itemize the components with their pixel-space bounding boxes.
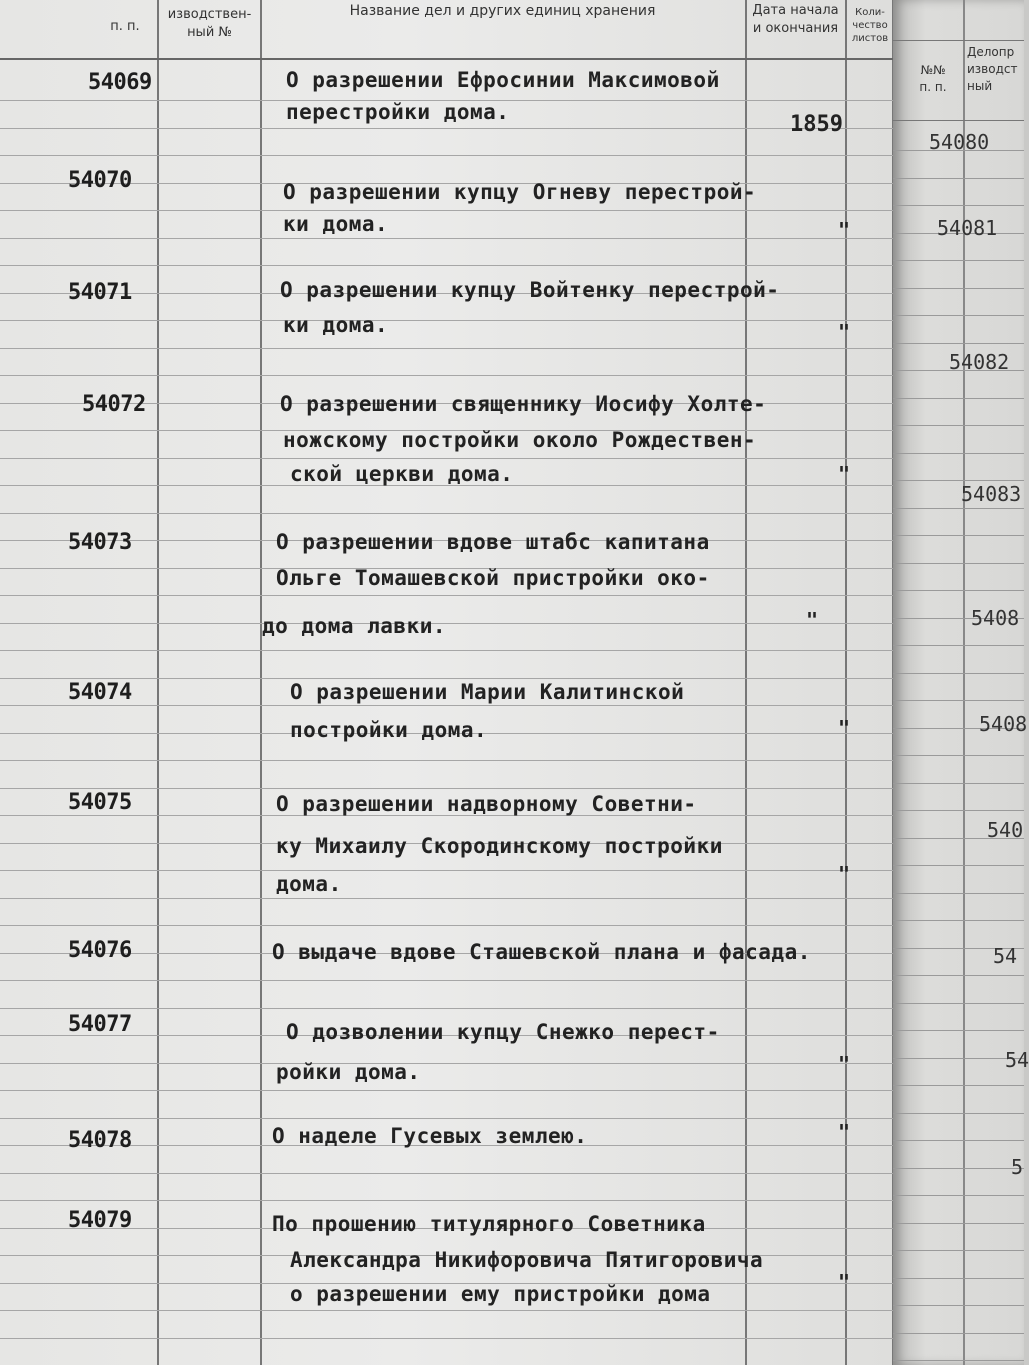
entry-title-line: ройки дома. <box>276 1060 421 1084</box>
ruled-line <box>0 513 895 514</box>
column-divider <box>260 0 262 1365</box>
ditto-mark: " <box>838 218 851 242</box>
facing-ruled-line <box>893 563 1024 564</box>
ditto-mark: " <box>838 1120 851 1144</box>
ruled-line <box>0 458 895 459</box>
facing-ruled-line <box>893 1195 1024 1196</box>
entry-title-line: ку Михаилу Скородинскому постройки <box>276 834 723 858</box>
header-divider <box>0 58 895 60</box>
entry-title-line: постройки дома. <box>290 718 488 742</box>
facing-ruled-line <box>893 1250 1024 1251</box>
ditto-mark: " <box>838 462 851 486</box>
facing-entry-number: 54 <box>993 944 1018 968</box>
entry-title-line: О разрешении купцу Огневу перестрой- <box>283 180 757 204</box>
facing-ruled-line <box>893 1168 1024 1169</box>
facing-ruled-line <box>893 398 1024 399</box>
facing-ruled-line <box>893 783 1024 784</box>
entry-title-line: Ольге Томашевской пристройки око- <box>276 566 710 590</box>
ruled-line <box>0 1338 895 1339</box>
ruled-line <box>0 1200 895 1201</box>
ruled-line <box>0 898 895 899</box>
facing-ruled-line <box>893 1085 1024 1086</box>
entry-title-line: ки дома. <box>283 212 389 236</box>
entry-number: 54078 <box>68 1128 132 1153</box>
header-office-number: изводствен- ный № <box>167 7 252 40</box>
facing-ruled-line <box>893 920 1024 921</box>
header-sheet-count: Коли- чество листов <box>851 7 889 44</box>
entry-title-line: О разрешении Ефросинии Максимовой <box>286 68 720 92</box>
entry-title-line: О выдаче вдове Сташевской плана и фасада. <box>272 940 811 964</box>
facing-ruled-line <box>893 893 1024 894</box>
facing-header-bottom <box>893 120 1024 121</box>
entry-number: 54072 <box>82 392 146 417</box>
ruled-line <box>0 1090 895 1091</box>
header-title: Название дел и других единиц хранения <box>349 3 656 19</box>
facing-ruled-line <box>893 315 1024 316</box>
facing-entry-number: 5408 <box>971 606 1020 630</box>
ruled-line <box>0 760 895 761</box>
ditto-mark: " <box>838 1052 851 1076</box>
column-divider <box>845 0 847 1365</box>
facing-ruled-line <box>893 205 1024 206</box>
facing-ruled-line <box>893 645 1024 646</box>
column-divider <box>745 0 747 1365</box>
entry-title-line: перестройки дома. <box>286 100 510 124</box>
ditto-mark: " <box>838 862 851 886</box>
facing-ruled-line <box>893 673 1024 674</box>
facing-entry-number: 54 <box>1005 1048 1029 1072</box>
facing-ruled-line <box>893 288 1024 289</box>
facing-ruled-line <box>893 590 1024 591</box>
entry-number: 54070 <box>68 168 132 193</box>
entry-number: 54079 <box>68 1208 132 1233</box>
facing-ruled-line <box>893 453 1024 454</box>
entry-title-line: По прошению титулярного Советника <box>272 1212 706 1236</box>
facing-ruled-line <box>893 343 1024 344</box>
facing-ruled-line <box>893 480 1024 481</box>
entry-number: 54077 <box>68 1012 132 1037</box>
ruled-line <box>0 925 895 926</box>
facing-ruled-line <box>893 178 1024 179</box>
entry-date: 1859 <box>790 112 843 137</box>
ruled-line <box>0 1118 895 1119</box>
entry-title-line: о разрешении ему пристройки дома <box>290 1282 711 1306</box>
facing-ruled-line <box>893 1278 1024 1279</box>
ruled-line <box>0 1008 895 1009</box>
ditto-mark: " <box>838 320 851 344</box>
entry-title-line: О разрешении вдове штабс капитана <box>276 530 710 554</box>
ruled-line <box>0 705 895 706</box>
entry-title-line: О разрешении надворному Советни- <box>276 792 697 816</box>
facing-header-number: №№ п. п. <box>919 63 947 94</box>
entry-number: 54074 <box>68 680 132 705</box>
ruled-line <box>0 623 895 624</box>
entry-title-line: О наделе Гусевых землею. <box>272 1124 588 1148</box>
ruled-line <box>0 375 895 376</box>
entry-title-line: О разрешении купцу Войтенку перестрой- <box>280 278 780 302</box>
facing-ruled-line <box>893 1030 1024 1031</box>
facing-entry-number: 54083 <box>961 482 1022 506</box>
facing-entry-number: 54081 <box>937 216 998 240</box>
entry-title-line: до дома лавки. <box>262 614 447 638</box>
entry-number: 54075 <box>68 790 132 815</box>
facing-ruled-line <box>893 425 1024 426</box>
ruled-line <box>0 238 895 239</box>
facing-ruled-line <box>893 810 1024 811</box>
ruled-line <box>0 348 895 349</box>
facing-ruled-line <box>893 260 1024 261</box>
ruled-line <box>0 265 895 266</box>
facing-ruled-line <box>893 1333 1024 1334</box>
facing-entry-number: 54082 <box>949 350 1010 374</box>
facing-entry-number: 54080 <box>929 130 990 154</box>
entry-title-line: ской церкви дома. <box>290 462 514 486</box>
entry-title-line: О дозволении купцу Снежко перест- <box>286 1020 720 1044</box>
facing-ruled-line <box>893 1223 1024 1224</box>
facing-ruled-line <box>893 1003 1024 1004</box>
facing-ruled-line <box>893 755 1024 756</box>
ruled-line <box>0 980 895 981</box>
ruled-line <box>0 870 895 871</box>
facing-ruled-line <box>893 975 1024 976</box>
ruled-line <box>0 595 895 596</box>
facing-ruled-line <box>893 700 1024 701</box>
ruled-line <box>0 650 895 651</box>
entry-title-line: О разрешении Марии Калитинской <box>290 680 685 704</box>
ruled-line <box>0 788 895 789</box>
facing-ruled-line <box>893 508 1024 509</box>
header-dates: Дата начала и окончания <box>752 3 839 36</box>
entry-number: 54069 <box>88 70 152 95</box>
facing-ruled-line <box>893 865 1024 866</box>
ditto-mark: " <box>838 716 851 740</box>
facing-header-top <box>893 40 1024 41</box>
entry-title-line: дома. <box>276 872 342 896</box>
entry-title-line: ки дома. <box>283 313 389 337</box>
ruled-line <box>0 1173 895 1174</box>
entry-title-line: ножскому постройки около Рождествен- <box>283 428 757 452</box>
column-divider <box>157 0 159 1365</box>
ruled-line <box>0 128 895 129</box>
facing-entry-number: 540 <box>987 818 1024 842</box>
ruled-line <box>0 1310 895 1311</box>
ruled-line <box>0 320 895 321</box>
entry-number: 54071 <box>68 280 132 305</box>
entry-title-line: О разрешении священнику Иосифу Холте- <box>280 392 767 416</box>
ruled-line <box>0 155 895 156</box>
facing-ruled-line <box>893 1140 1024 1141</box>
entry-number: 54076 <box>68 938 132 963</box>
ruled-line <box>0 1063 895 1064</box>
facing-page <box>893 0 1029 1365</box>
ruled-line <box>0 678 895 679</box>
facing-ruled-line <box>893 1113 1024 1114</box>
facing-ruled-line <box>893 535 1024 536</box>
header-number: п. п. <box>110 19 140 34</box>
ruled-line <box>0 210 895 211</box>
entry-number: 54073 <box>68 530 132 555</box>
facing-ruled-line <box>893 1360 1024 1361</box>
entry-title-line: Александра Никифоровича Пятигоровича <box>290 1248 764 1272</box>
facing-ruled-line <box>893 1305 1024 1306</box>
facing-header-office: Делопр изводст ный <box>967 45 1018 93</box>
facing-entry-number: 5 <box>1011 1155 1024 1179</box>
ditto-mark: " <box>806 608 819 632</box>
ditto-mark: " <box>838 1270 851 1294</box>
facing-entry-number: 5408 <box>979 712 1028 736</box>
